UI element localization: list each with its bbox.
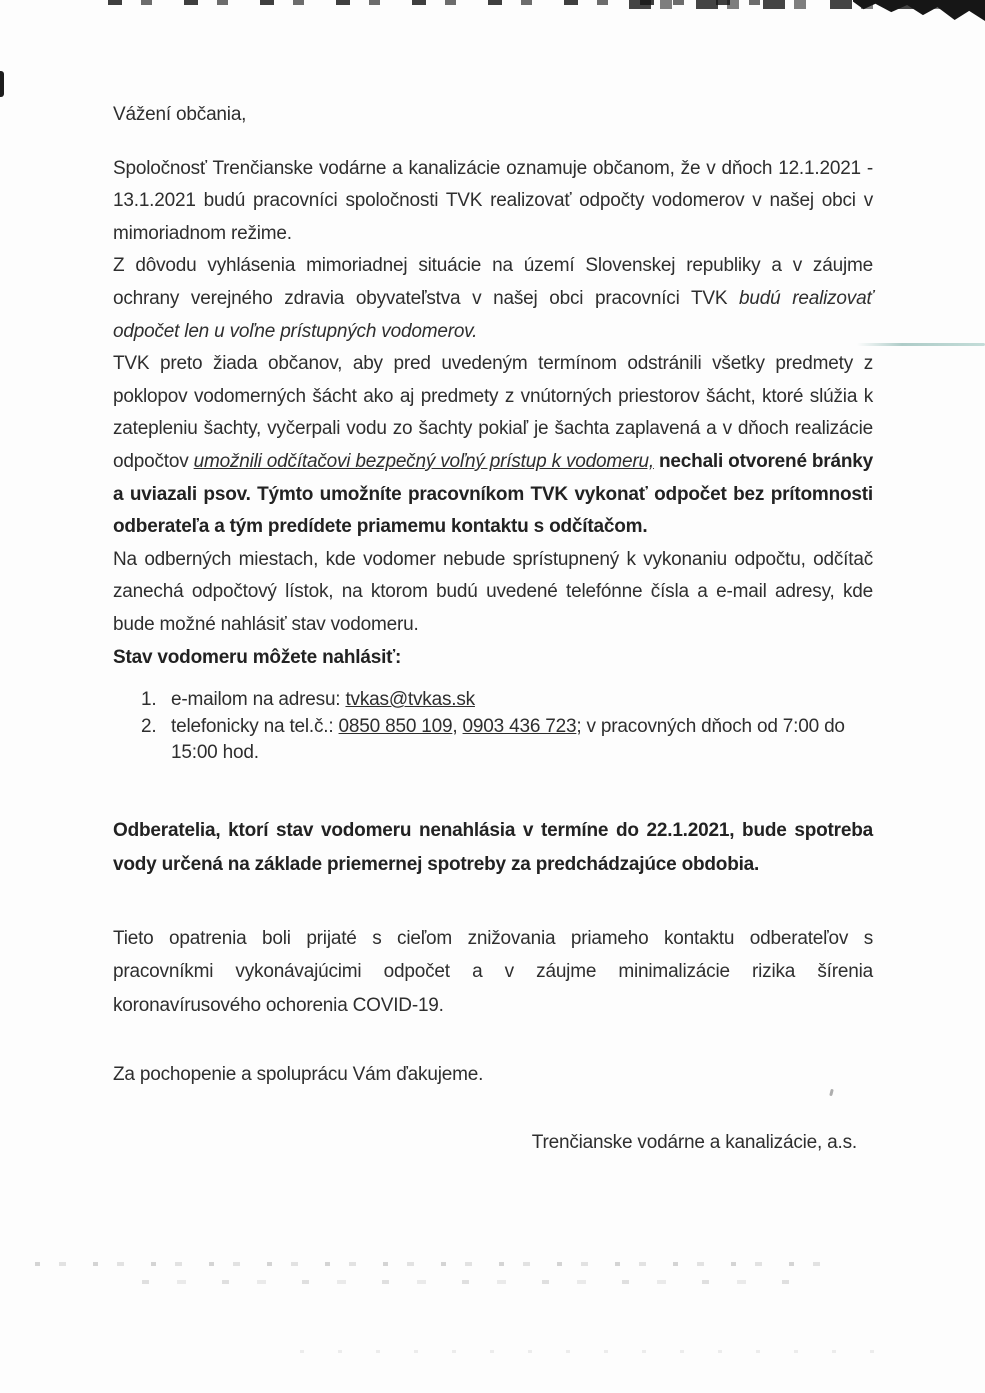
- paragraph-emergency-italic-text: budú realizovať odpočet len u voľne prístupných vodomerov.: [113, 287, 873, 342]
- list-item-email: [141, 687, 873, 714]
- paragraph-deadline-bold: Odberatelia, ktorí stav vodomeru nenahlásia v termíne do 22.1.2021, bude spotreba vody určená na základe priemernej spotreby za predchádzajúce obdobia.: [113, 819, 873, 875]
- paragraph-emergency-normal-text: Z dôvodu vyhlásenia mimoriadnej situácie na území Slovenskej republiky a v záujme ochrany verejného zdravia obyvateľstva v našej obci pracovníci TVK: [113, 255, 873, 309]
- list-item-phone: [141, 714, 873, 767]
- paragraph-instructions: [113, 348, 873, 544]
- scan-artifact-noise-band: [300, 1350, 900, 1353]
- scan-artifact-top-dashes-right: [620, 0, 985, 9]
- phone-option-label: telefonicky na tel.č.:: [171, 715, 339, 737]
- report-options-list: [113, 687, 873, 767]
- scan-artifact-noise-band: [35, 1262, 825, 1266]
- paragraph-instructions-normal-text: TVK preto žiada občanov, aby pred uvedeným termínom odstránili všetky predmety z poklopov vodomerných šácht ako aj predmety z vnútorných priestorov šácht, ktoré slúžia k zatepleniu šachty, vyčerpali vodu zo šachty pokiaľ je šachta zaplavená a v dňoch realizácie odpočtov: [113, 353, 873, 472]
- salutation: Vážení občania,: [113, 104, 247, 125]
- phone-number-2: 0903 436 723: [462, 715, 577, 737]
- phone-separator: ,: [452, 715, 463, 737]
- paragraph-instructions-bold-text: nechali otvorené bránky a uviazali psov. Týmto umožníte pracovníkom TVK vykonať odpočet bez prítomnosti odberateľa a tým predídete priamemu kontaktu s odčítačom.: [113, 450, 874, 538]
- paragraph-covid-measures: Tieto opatrenia boli prijaté s cieľom znižovania priameho kontaktu odberateľov s pracovníkmi vykonávajúcimi odpočet a v záujme minimalizácie rizika šírenia koronavírusového ochorenia COVID-19.: [113, 927, 873, 1016]
- phone-hours: ; v pracovných dňoch od 7:00 do 15:00 hod.: [171, 715, 845, 764]
- email-address: tvkas@tvkas.sk: [345, 689, 475, 711]
- list-item-email-text: [171, 687, 873, 714]
- scan-artifact-top-dashes: [108, 0, 768, 5]
- company-signature: Trenčianske vodárne a kanalizácie, a.s.: [531, 1131, 857, 1153]
- letter-body: [113, 99, 873, 1159]
- paragraph-instructions-underlined-text: umožnili odčítačovi bezpečný voľný prístup k vodomeru,: [193, 450, 654, 472]
- email-option-label: e-mailom na adresu:: [171, 689, 346, 711]
- paragraph-announcement: Spoločnosť Trenčianske vodárne a kanalizácie oznamuje občanom, že v dňoch 12.1.2021 - 13.1.2021 budú pracovníci spoločnosti TVK realizovať odpočty vodomerov v našej obci v mimoriadnom režime.: [113, 157, 873, 244]
- phone-number-1: 0850 850 109: [338, 715, 453, 737]
- list-item-number: 1.: [141, 689, 157, 711]
- scan-artifact-noise-band: [130, 1280, 800, 1284]
- scan-artifact-teal-streak: [857, 343, 985, 346]
- paragraph-reading-slip: Na odberných miestach, kde vodomer nebude sprístupnený k vykonaniu odpočtu, odčítač zanechá odpočtový lístok, na ktorom budú uvedené telefónne čísla a e-mail adresy, kde bude možné nahlásiť stav vodomeru.: [113, 548, 873, 635]
- scan-artifact-corner-blob: [853, 0, 985, 21]
- list-item-number: 2.: [141, 715, 157, 737]
- paragraph-emergency-situation: [113, 250, 873, 348]
- closing-thanks: Za pochopenie a spoluprácu Vám ďakujeme.: [113, 1064, 484, 1086]
- list-item-phone-text: [171, 714, 873, 767]
- report-options-heading: Stav vodomeru môžete nahlásiť:: [113, 646, 402, 668]
- scan-artifact-left-edge: [0, 71, 4, 97]
